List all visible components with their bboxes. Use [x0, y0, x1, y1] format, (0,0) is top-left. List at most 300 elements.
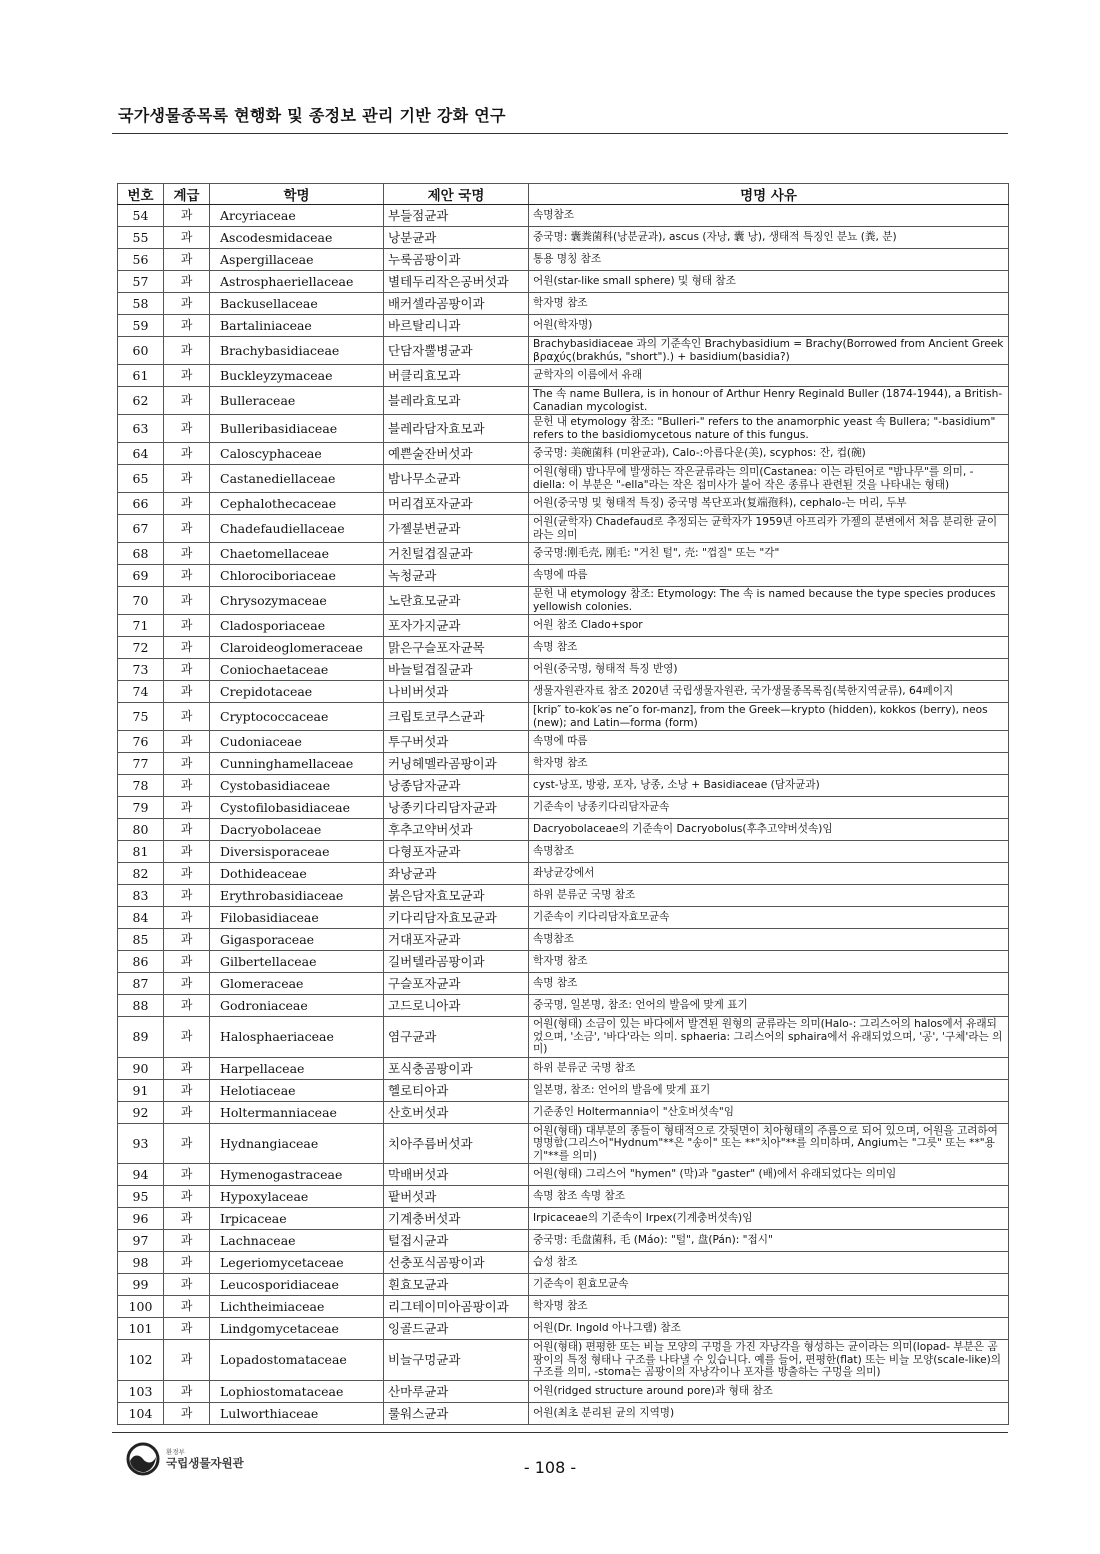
row-proposed-name: 머리겹포자균과	[384, 493, 529, 515]
table-row	[118, 1318, 1009, 1340]
row-proposed-name: 치아주름버섯과	[384, 1123, 529, 1164]
row-number: 64	[118, 443, 164, 465]
table-body	[118, 205, 1009, 1425]
table-row	[118, 293, 1009, 315]
row-rank: 과	[164, 615, 210, 637]
table-row	[118, 1186, 1009, 1208]
row-rank: 과	[164, 465, 210, 493]
table-row	[118, 315, 1009, 337]
row-number: 59	[118, 315, 164, 337]
row-rank: 과	[164, 885, 210, 907]
table-header-row	[118, 184, 1009, 205]
table-row	[118, 387, 1009, 415]
row-naming-reason: 속명에 따름	[529, 731, 1009, 753]
table-row	[118, 885, 1009, 907]
row-number: 93	[118, 1123, 164, 1164]
row-number: 81	[118, 841, 164, 863]
row-scientific-name: Helotiaceae	[210, 1079, 384, 1101]
table-row	[118, 1057, 1009, 1079]
row-scientific-name: Coniochaetaceae	[210, 659, 384, 681]
row-scientific-name: Cystofilobasidiaceae	[210, 797, 384, 819]
row-scientific-name: Cudoniaceae	[210, 731, 384, 753]
row-scientific-name: Bulleraceae	[210, 387, 384, 415]
row-proposed-name: 단담자뿔병균과	[384, 337, 529, 365]
row-rank: 과	[164, 863, 210, 885]
row-proposed-name: 밤나무소균과	[384, 465, 529, 493]
row-rank: 과	[164, 587, 210, 615]
row-rank: 과	[164, 995, 210, 1017]
row-number: 102	[118, 1340, 164, 1381]
row-scientific-name: Glomeraceae	[210, 973, 384, 995]
row-naming-reason: 어원(균학자) Chadefaud로 추정되는 균학자가 1959년 아프리카 가젤의 분변에서 처음 분리한 균이라는 의미	[529, 515, 1009, 543]
row-naming-reason: 생물자원관자료 참조 2020년 국립생물자원관, 국가생물종목록집(북한지역균류), 64페이지	[529, 681, 1009, 703]
row-number: 67	[118, 515, 164, 543]
row-proposed-name: 선충포식곰팡이과	[384, 1252, 529, 1274]
row-naming-reason: 어원(형태) 편평한 또는 비늘 모양의 구멍을 가진 자낭각을 형성하는 균이라는 의미(lopad- 부분은 곰팡이의 특정 형태나 구조를 나타낼 수 있습니다. 예를 들어, 편평한(flat) 또는 비늘 모양(scale-like)의 구조를 의미, -stoma는 곰팡이의 자낭각이나 포자를 방출하는 구멍을 의미)	[529, 1340, 1009, 1381]
row-naming-reason: 기준종인 Holtermannia이 "산호버섯속"임	[529, 1101, 1009, 1123]
row-naming-reason: 어원(중국명 및 형태적 특징) 중국명 복단포과(复端孢科), cephalo-는 머리, 두부	[529, 493, 1009, 515]
row-proposed-name: 막배버섯과	[384, 1164, 529, 1186]
row-rank: 과	[164, 1017, 210, 1058]
table-row	[118, 797, 1009, 819]
row-scientific-name: Dacryobolaceae	[210, 819, 384, 841]
row-number: 70	[118, 587, 164, 615]
table-row	[118, 995, 1009, 1017]
table-row	[118, 659, 1009, 681]
row-rank: 과	[164, 1380, 210, 1402]
col-header-rank: 계급	[164, 184, 210, 205]
table-row	[118, 681, 1009, 703]
row-proposed-name: 리그테이미아곰팡이과	[384, 1296, 529, 1318]
row-rank: 과	[164, 337, 210, 365]
row-naming-reason: 어원(star-like small sphere) 및 형태 참조	[529, 271, 1009, 293]
row-rank: 과	[164, 1402, 210, 1424]
table-row	[118, 465, 1009, 493]
page-number: - 108 -	[523, 1458, 577, 1477]
table-row	[118, 415, 1009, 443]
table-row	[118, 1079, 1009, 1101]
table-row	[118, 907, 1009, 929]
row-naming-reason: 속명참조	[529, 929, 1009, 951]
table-row	[118, 1230, 1009, 1252]
row-number: 80	[118, 819, 164, 841]
row-rank: 과	[164, 1208, 210, 1230]
row-rank: 과	[164, 797, 210, 819]
row-number: 94	[118, 1164, 164, 1186]
col-header-scientific-name: 학명	[210, 184, 384, 205]
row-proposed-name: 가젤분변균과	[384, 515, 529, 543]
row-naming-reason: 학자명 참조	[529, 293, 1009, 315]
row-rank: 과	[164, 443, 210, 465]
row-proposed-name: 노란효모균과	[384, 587, 529, 615]
row-scientific-name: Chaetomellaceae	[210, 543, 384, 565]
row-number: 86	[118, 951, 164, 973]
row-scientific-name: Ascodesmidaceae	[210, 227, 384, 249]
table-row	[118, 1252, 1009, 1274]
row-naming-reason: 속명 참조	[529, 637, 1009, 659]
table-row	[118, 929, 1009, 951]
row-naming-reason: 통용 명칭 참조	[529, 249, 1009, 271]
table-row	[118, 1380, 1009, 1402]
row-number: 68	[118, 543, 164, 565]
row-scientific-name: Filobasidiaceae	[210, 907, 384, 929]
footer-divider	[112, 1432, 1008, 1433]
row-naming-reason: 기준속이 흰효모균속	[529, 1274, 1009, 1296]
row-naming-reason: 중국명:刚毛壳, 刚毛: "거친 털", 壳: "껍질" 또는 "각"	[529, 543, 1009, 565]
names-table-wrapper	[117, 183, 1008, 1425]
row-naming-reason: Irpicaceae의 기준속이 Irpex(기계충버섯속)임	[529, 1208, 1009, 1230]
row-naming-reason: 속명참조	[529, 205, 1009, 227]
row-number: 90	[118, 1057, 164, 1079]
row-number: 74	[118, 681, 164, 703]
row-naming-reason: 어원 참조 Clado+spor	[529, 615, 1009, 637]
row-naming-reason: Dacryobolaceae의 기준속이 Dacryobolus(후추고약버섯속)임	[529, 819, 1009, 841]
col-header-number: 번호	[118, 184, 164, 205]
row-number: 101	[118, 1318, 164, 1340]
row-scientific-name: Harpellaceae	[210, 1057, 384, 1079]
row-number: 92	[118, 1101, 164, 1123]
row-proposed-name: 고드로니아과	[384, 995, 529, 1017]
row-number: 65	[118, 465, 164, 493]
row-proposed-name: 비늘구멍균과	[384, 1340, 529, 1381]
names-table	[117, 183, 1009, 1425]
row-naming-reason: 어원(ridged structure around pore)과 형태 참조	[529, 1380, 1009, 1402]
row-proposed-name: 산마루균과	[384, 1380, 529, 1402]
row-proposed-name: 커닝헤멜라곰팡이과	[384, 753, 529, 775]
row-rank: 과	[164, 1164, 210, 1186]
row-naming-reason: 문헌 내 etymology 참조: Etymology: The 속 is named because the type species produces yellowish colonies.	[529, 587, 1009, 615]
row-proposed-name: 구슬포자균과	[384, 973, 529, 995]
row-rank: 과	[164, 775, 210, 797]
row-scientific-name: Buckleyzymaceae	[210, 365, 384, 387]
row-rank: 과	[164, 1340, 210, 1381]
row-naming-reason: 어원(형태) 소금이 있는 바다에서 발견된 원형의 균류라는 의미(Halo-: 그리스어의 halos에서 유래되었으며, '소금', '바다'라는 의미. sphaeria: 그리스어의 sphaira에서 유래되었으며, '공', '구체'라는 의미)	[529, 1017, 1009, 1058]
table-row	[118, 775, 1009, 797]
row-scientific-name: Chlorociboriaceae	[210, 565, 384, 587]
row-proposed-name: 염구균과	[384, 1017, 529, 1058]
table-row	[118, 1274, 1009, 1296]
table-row	[118, 587, 1009, 615]
table-row	[118, 615, 1009, 637]
row-rank: 과	[164, 951, 210, 973]
row-rank: 과	[164, 415, 210, 443]
col-header-naming-reason: 명명 사유	[529, 184, 1009, 205]
table-row	[118, 637, 1009, 659]
row-proposed-name: 예쁜술잔버섯과	[384, 443, 529, 465]
table-row	[118, 1402, 1009, 1424]
table-row	[118, 951, 1009, 973]
table-row	[118, 249, 1009, 271]
row-naming-reason: 기준속이 낭종키다리담자균속	[529, 797, 1009, 819]
row-rank: 과	[164, 271, 210, 293]
row-proposed-name: 후추고약버섯과	[384, 819, 529, 841]
row-naming-reason: 균학자의 이름에서 유래	[529, 365, 1009, 387]
row-rank: 과	[164, 1274, 210, 1296]
row-rank: 과	[164, 841, 210, 863]
table-row	[118, 703, 1009, 731]
row-proposed-name: 다형포자균과	[384, 841, 529, 863]
row-number: 82	[118, 863, 164, 885]
row-scientific-name: Godroniaceae	[210, 995, 384, 1017]
row-number: 79	[118, 797, 164, 819]
row-scientific-name: Brachybasidiaceae	[210, 337, 384, 365]
table-row	[118, 1164, 1009, 1186]
row-number: 69	[118, 565, 164, 587]
row-naming-reason: 일본명, 참조: 언어의 발음에 맞게 표기	[529, 1079, 1009, 1101]
row-naming-reason: 속명참조	[529, 841, 1009, 863]
row-proposed-name: 별테두리작은공버섯과	[384, 271, 529, 293]
row-number: 97	[118, 1230, 164, 1252]
row-rank: 과	[164, 703, 210, 731]
row-rank: 과	[164, 249, 210, 271]
row-number: 66	[118, 493, 164, 515]
row-number: 85	[118, 929, 164, 951]
table-row	[118, 1101, 1009, 1123]
row-naming-reason: 문헌 내 etymology 참조: "Bulleri-" refers to the anamorphic yeast 속 Bullera; "-basidium" refers to the basidiomycetous nature of this fungus.	[529, 415, 1009, 443]
row-rank: 과	[164, 659, 210, 681]
row-proposed-name: 맑은구슬포자균목	[384, 637, 529, 659]
row-rank: 과	[164, 907, 210, 929]
row-scientific-name: Cryptococcaceae	[210, 703, 384, 731]
row-naming-reason: 중국명: 美碗菌科 (미완균과), Calo-:아름다운(美), scyphos: 잔, 컵(碗)	[529, 443, 1009, 465]
row-number: 76	[118, 731, 164, 753]
row-proposed-name: 거친털겹질균과	[384, 543, 529, 565]
row-naming-reason: 기준속이 키다리담자효모균속	[529, 907, 1009, 929]
row-naming-reason: 어원(학자명)	[529, 315, 1009, 337]
row-scientific-name: Dothideaceae	[210, 863, 384, 885]
row-naming-reason: 어원(Dr. Ingold 아나그램) 참조	[529, 1318, 1009, 1340]
row-number: 88	[118, 995, 164, 1017]
org-ministry: 환경부	[166, 1448, 185, 1456]
row-number: 73	[118, 659, 164, 681]
table-row	[118, 753, 1009, 775]
row-proposed-name: 블레라효모과	[384, 387, 529, 415]
row-rank: 과	[164, 929, 210, 951]
row-proposed-name: 블레라담자효모과	[384, 415, 529, 443]
row-proposed-name: 포자가지균과	[384, 615, 529, 637]
row-scientific-name: Chadefaudiellaceae	[210, 515, 384, 543]
row-scientific-name: Lopadostomataceae	[210, 1340, 384, 1381]
table-row	[118, 205, 1009, 227]
org-name: 국립생물자원관	[166, 1456, 244, 1470]
row-number: 83	[118, 885, 164, 907]
row-proposed-name: 녹청균과	[384, 565, 529, 587]
row-scientific-name: Aspergillaceae	[210, 249, 384, 271]
row-rank: 과	[164, 515, 210, 543]
row-naming-reason: 하위 분류군 국명 참조	[529, 885, 1009, 907]
row-number: 99	[118, 1274, 164, 1296]
row-rank: 과	[164, 1318, 210, 1340]
row-naming-reason: 학자명 참조	[529, 951, 1009, 973]
row-naming-reason: 좌낭균강에서	[529, 863, 1009, 885]
row-number: 62	[118, 387, 164, 415]
row-rank: 과	[164, 731, 210, 753]
row-proposed-name: 낭종키다리담자균과	[384, 797, 529, 819]
row-naming-reason: The 속 name Bullera, is in honour of Arthur Henry Reginald Buller (1874-1944), a British-Canadian mycologist.	[529, 387, 1009, 415]
row-scientific-name: Cladosporiaceae	[210, 615, 384, 637]
table-row	[118, 443, 1009, 465]
row-proposed-name: 붉은담자효모균과	[384, 885, 529, 907]
row-rank: 과	[164, 543, 210, 565]
table-row	[118, 973, 1009, 995]
col-header-proposed-name: 제안 국명	[384, 184, 529, 205]
row-rank: 과	[164, 681, 210, 703]
row-proposed-name: 포식충곰팡이과	[384, 1057, 529, 1079]
row-rank: 과	[164, 293, 210, 315]
row-number: 103	[118, 1380, 164, 1402]
row-number: 61	[118, 365, 164, 387]
row-naming-reason: 중국명, 일본명, 참조: 언어의 발음에 맞게 표기	[529, 995, 1009, 1017]
row-number: 57	[118, 271, 164, 293]
row-scientific-name: Bartaliniaceae	[210, 315, 384, 337]
row-number: 84	[118, 907, 164, 929]
row-scientific-name: Hymenogastraceae	[210, 1164, 384, 1186]
row-rank: 과	[164, 227, 210, 249]
row-rank: 과	[164, 1057, 210, 1079]
row-naming-reason: 어원(형태) 대부분의 종들이 형태적으로 갓뒷면이 치아형태의 주름으로 되어 있으며, 어원을 고려하여 명명함(그리스어"Hydnum"**은 "송이" 또는 **"치아"**를 의미하며, Angium는 "그릇" 또는 **"용기"**를 의미)	[529, 1123, 1009, 1164]
row-number: 77	[118, 753, 164, 775]
row-proposed-name: 산호버섯과	[384, 1101, 529, 1123]
row-proposed-name: 길버텔라곰팡이과	[384, 951, 529, 973]
row-proposed-name: 헬로티아과	[384, 1079, 529, 1101]
table-row	[118, 227, 1009, 249]
row-scientific-name: Backusellaceae	[210, 293, 384, 315]
row-scientific-name: Gigasporaceae	[210, 929, 384, 951]
row-proposed-name: 나비버섯과	[384, 681, 529, 703]
table-row	[118, 1208, 1009, 1230]
row-number: 91	[118, 1079, 164, 1101]
row-scientific-name: Lichtheimiaceae	[210, 1296, 384, 1318]
row-naming-reason: 중국명: 毛盘菌科, 毛 (Máo): "털", 盘(Pán): "접시"	[529, 1230, 1009, 1252]
table-row	[118, 841, 1009, 863]
page-header-title: 국가생물종목록 현행화 및 종정보 관리 기반 강화 연구	[118, 106, 506, 125]
row-rank: 과	[164, 1079, 210, 1101]
row-rank: 과	[164, 973, 210, 995]
row-scientific-name: Leucosporidiaceae	[210, 1274, 384, 1296]
row-naming-reason: 속명에 따름	[529, 565, 1009, 587]
row-proposed-name: 누룩곰팡이과	[384, 249, 529, 271]
row-proposed-name: 버클리효모과	[384, 365, 529, 387]
row-rank: 과	[164, 387, 210, 415]
row-scientific-name: Gilbertellaceae	[210, 951, 384, 973]
row-number: 75	[118, 703, 164, 731]
row-proposed-name: 낭분균과	[384, 227, 529, 249]
row-proposed-name: 털접시균과	[384, 1230, 529, 1252]
row-number: 60	[118, 337, 164, 365]
row-scientific-name: Bulleribasidiaceae	[210, 415, 384, 443]
row-rank: 과	[164, 565, 210, 587]
row-naming-reason: 어원(최초 분리된 균의 지역명)	[529, 1402, 1009, 1424]
row-scientific-name: Holtermanniaceae	[210, 1101, 384, 1123]
table-row	[118, 731, 1009, 753]
row-rank: 과	[164, 315, 210, 337]
row-scientific-name: Irpicaceae	[210, 1208, 384, 1230]
row-number: 54	[118, 205, 164, 227]
row-rank: 과	[164, 1230, 210, 1252]
header-divider	[112, 133, 1008, 134]
table-row	[118, 819, 1009, 841]
row-proposed-name: 팥버섯과	[384, 1186, 529, 1208]
row-naming-reason: 어원(형태) 밤나무에 발생하는 작은균류라는 의미(Castanea: 이는 라틴어로 "밤나무"를 의미, -diella: 이 부분은 "-ella"라는 작은 접미사가 붙어 작은 종류나 관련된 것을 나타내는 형태)	[529, 465, 1009, 493]
row-rank: 과	[164, 365, 210, 387]
row-scientific-name: Legeriomycetaceae	[210, 1252, 384, 1274]
row-rank: 과	[164, 1252, 210, 1274]
row-naming-reason: 학자명 참조	[529, 753, 1009, 775]
row-naming-reason: cyst-낭포, 방광, 포자, 낭종, 소낭 + Basidiaceae (담자균과)	[529, 775, 1009, 797]
row-scientific-name: Lulworthiaceae	[210, 1402, 384, 1424]
row-proposed-name: 바늘털겹질균과	[384, 659, 529, 681]
row-rank: 과	[164, 205, 210, 227]
row-naming-reason: 학자명 참조	[529, 1296, 1009, 1318]
row-scientific-name: Halosphaeriaceae	[210, 1017, 384, 1058]
table-row	[118, 1123, 1009, 1164]
row-naming-reason: 하위 분류군 국명 참조	[529, 1057, 1009, 1079]
row-proposed-name: 거대포자균과	[384, 929, 529, 951]
row-number: 98	[118, 1252, 164, 1274]
row-proposed-name: 좌낭균과	[384, 863, 529, 885]
row-number: 96	[118, 1208, 164, 1230]
row-proposed-name: 기계충버섯과	[384, 1208, 529, 1230]
row-proposed-name: 룰워스균과	[384, 1402, 529, 1424]
table-row	[118, 493, 1009, 515]
row-naming-reason: 어원(중국명, 형태적 특징 반영)	[529, 659, 1009, 681]
table-row	[118, 515, 1009, 543]
row-scientific-name: Caloscyphaceae	[210, 443, 384, 465]
row-number: 104	[118, 1402, 164, 1424]
row-scientific-name: Diversisporaceae	[210, 841, 384, 863]
row-proposed-name: 부들점균과	[384, 205, 529, 227]
row-proposed-name: 바르탈리니과	[384, 315, 529, 337]
row-number: 56	[118, 249, 164, 271]
row-scientific-name: Cystobasidiaceae	[210, 775, 384, 797]
row-number: 78	[118, 775, 164, 797]
row-number: 71	[118, 615, 164, 637]
row-naming-reason: Brachybasidiaceae 과의 기준속인 Brachybasidium = Brachy(Borrowed from Ancient Greek βραχύς(brakhús, "short").) + basidium(basidia?)	[529, 337, 1009, 365]
row-proposed-name: 배커셀라곰팡이과	[384, 293, 529, 315]
row-scientific-name: Arcyriaceae	[210, 205, 384, 227]
row-proposed-name: 낭종담자균과	[384, 775, 529, 797]
row-naming-reason: [krip″ to-kok′əs ne″o for-manz], from the Greek—krypto (hidden), kokkos (berry), neos (new); and Latin—forma (form)	[529, 703, 1009, 731]
row-scientific-name: Lachnaceae	[210, 1230, 384, 1252]
row-scientific-name: Hydnangiaceae	[210, 1123, 384, 1164]
row-scientific-name: Lophiostomataceae	[210, 1380, 384, 1402]
row-scientific-name: Chrysozymaceae	[210, 587, 384, 615]
row-rank: 과	[164, 1123, 210, 1164]
row-proposed-name: 키다리담자효모균과	[384, 907, 529, 929]
row-number: 87	[118, 973, 164, 995]
row-number: 89	[118, 1017, 164, 1058]
row-naming-reason: 속명 참조	[529, 973, 1009, 995]
row-scientific-name: Castanediellaceae	[210, 465, 384, 493]
row-proposed-name: 잉골드균과	[384, 1318, 529, 1340]
row-scientific-name: Crepidotaceae	[210, 681, 384, 703]
table-row	[118, 337, 1009, 365]
row-naming-reason: 어원(형태) 그리스어 "hymen" (막)과 "gaster" (배)에서 유래되었다는 의미임	[529, 1164, 1009, 1186]
row-scientific-name: Claroideoglomeraceae	[210, 637, 384, 659]
table-row	[118, 1340, 1009, 1381]
row-rank: 과	[164, 753, 210, 775]
row-number: 72	[118, 637, 164, 659]
row-naming-reason: 중국명: 囊粪菌科(낭분균과), ascus (자낭, 囊 낭), 생태적 특징인 분뇨 (粪, 분)	[529, 227, 1009, 249]
row-scientific-name: Cephalothecaceae	[210, 493, 384, 515]
row-rank: 과	[164, 637, 210, 659]
row-number: 95	[118, 1186, 164, 1208]
row-scientific-name: Cunninghamellaceae	[210, 753, 384, 775]
row-naming-reason: 습성 참조	[529, 1252, 1009, 1274]
table-row	[118, 1296, 1009, 1318]
row-number: 55	[118, 227, 164, 249]
table-row	[118, 863, 1009, 885]
